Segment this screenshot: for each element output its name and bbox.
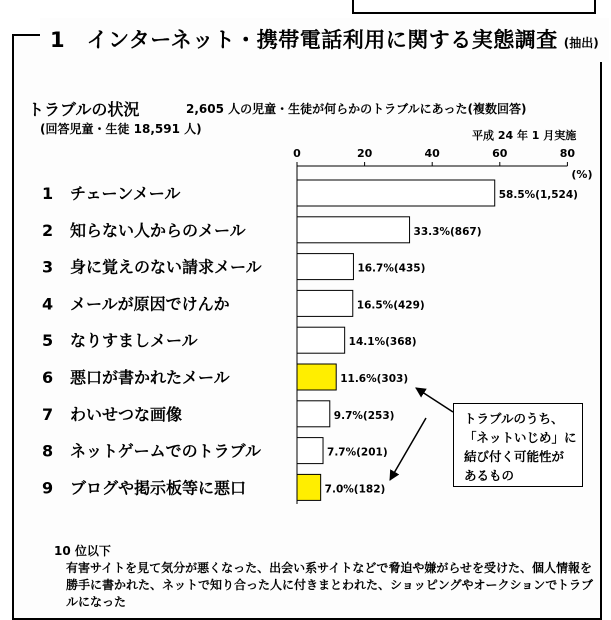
- bar-value-label: 58.5%(1,524): [498, 189, 578, 201]
- category-rank: 6: [42, 368, 54, 387]
- bar-value-label: 7.0%(182): [324, 483, 386, 496]
- bar-value-label: 9.7%(253): [333, 409, 395, 422]
- bar-value-label: 33.3%(867): [413, 225, 482, 238]
- category-rank: 4: [42, 294, 54, 314]
- category-rank: 1: [42, 184, 54, 203]
- bar: [297, 254, 353, 280]
- callout-line: トラブルのうち、: [464, 411, 564, 426]
- x-tick-label: 40: [424, 147, 440, 160]
- callout-line: 結び付く可能性が: [464, 449, 565, 464]
- summary-text: 2,605 人の児童・生徒が何らかのトラブルにあった(複数回答): [186, 102, 527, 116]
- bar-value-label: 7.7%(201): [327, 446, 388, 459]
- panel-title-text: 1 インターネット・携帯電話利用に関する実態調査: [50, 28, 558, 52]
- bar: [297, 401, 330, 427]
- bar-value-label: 11.6%(303): [340, 373, 409, 385]
- callout-arrow-upper: [416, 388, 453, 412]
- category-rank: 8: [42, 441, 54, 461]
- panel-title-suffix: (抽出): [563, 36, 599, 50]
- category-rank: 5: [42, 331, 54, 351]
- section-title: トラブルの状況: [28, 100, 140, 119]
- footnote-heading: 10 位以下: [54, 544, 111, 558]
- callout-line: あるもの: [464, 468, 515, 483]
- category-label: なりすましメール: [70, 331, 198, 351]
- category-label: 知らない人からのメール: [70, 220, 246, 240]
- bar: [297, 364, 336, 390]
- bar: [297, 290, 353, 316]
- respondents-count: (回答児童・生徒 18,591 人): [40, 122, 202, 136]
- x-tick-label: 20: [356, 147, 373, 160]
- callout-line: 「ネットいじめ」に: [464, 430, 577, 445]
- bar: [297, 474, 321, 500]
- category-label: 悪口が書かれたメール: [70, 368, 230, 387]
- x-axis-unit: (%): [571, 168, 593, 181]
- category-rank: 9: [42, 478, 54, 498]
- bar: [297, 180, 495, 206]
- bar: [297, 438, 323, 464]
- category-rank: 3: [42, 257, 54, 277]
- bar-value-label: 16.7%(435): [357, 262, 426, 275]
- callout-arrow-lower: [390, 418, 426, 480]
- bar: [297, 217, 410, 243]
- category-label: メールが原因でけんか: [70, 294, 230, 314]
- footnote-text: 有害サイトを見て気分が悪くなった、出会い系サイトなどで脅迫や嫌がらせを受けた、個人情報を勝手に書かれた、ネットで知り合った人に付きまとわれた、ショッピングやオークションでトラブルになった: [66, 561, 594, 609]
- x-tick-label: 80: [559, 147, 576, 160]
- category-label: わいせつな画像: [70, 404, 183, 424]
- bar: [297, 327, 345, 353]
- bar-value-label: 14.1%(368): [348, 336, 417, 349]
- category-label: チェーンメール: [70, 184, 181, 203]
- bar-value-label: 16.5%(429): [356, 299, 425, 312]
- category-rank: 2: [42, 220, 54, 240]
- category-label: ネットゲームでのトラブル: [70, 441, 262, 461]
- net-bullying-callout: [453, 403, 583, 487]
- x-tick-label: 60: [492, 147, 508, 160]
- category-label: 身に覚えのない請求メール: [70, 257, 262, 277]
- survey-date: 平成 24 年 1 月実施: [472, 129, 577, 142]
- x-tick-label: 0: [293, 147, 301, 160]
- footnote: [54, 543, 594, 611]
- category-label: ブログや掲示板等に悪口: [70, 478, 247, 498]
- category-rank: 7: [42, 404, 54, 424]
